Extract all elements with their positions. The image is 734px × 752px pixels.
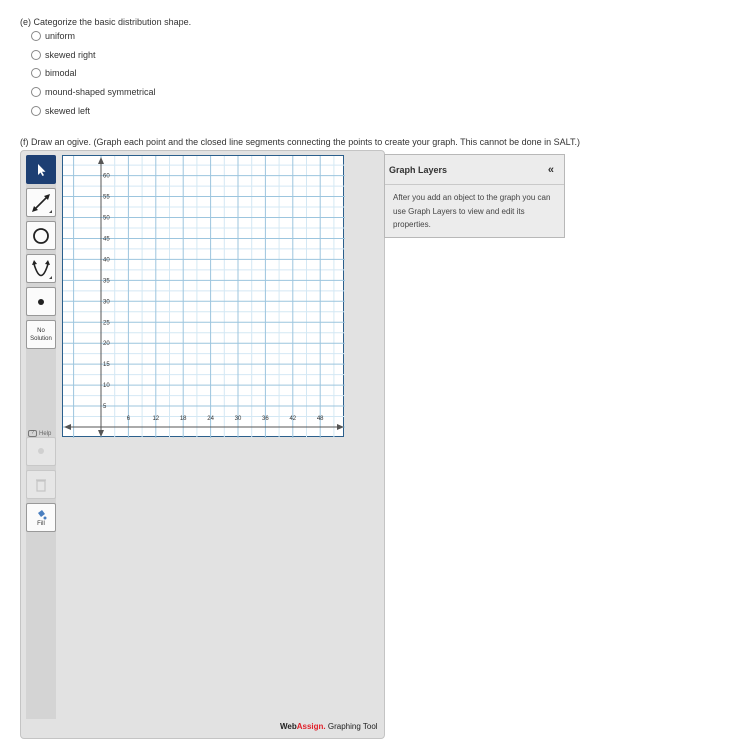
x-axis-arrow-right (337, 424, 344, 430)
option-label: uniform (45, 31, 76, 41)
circle-tool-button[interactable] (26, 221, 56, 250)
y-tick-label: 15 (103, 362, 110, 369)
select-tool-button[interactable] (26, 155, 56, 184)
parabola-tool-button[interactable] (26, 254, 56, 283)
graph-layers-description: After you add an object to the graph you can use Graph Layers to view and edit its properties. (393, 193, 551, 229)
option-skewed-left[interactable] (31, 105, 90, 117)
y-axis-arrow-down (98, 430, 104, 437)
y-axis-arrow-up (98, 157, 104, 164)
delete-point-button[interactable] (26, 437, 56, 466)
x-tick-label: 30 (234, 416, 242, 422)
y-tick-label: 55 (103, 194, 110, 201)
y-tick-label: 45 (103, 236, 110, 243)
option-mound-shaped-symmetrical[interactable] (31, 86, 156, 98)
arrow-pointer-icon (35, 163, 47, 177)
radio-button[interactable] (31, 87, 41, 97)
question-f-prompt: (f) Draw an ogive. (Graph each point and the closed line segments connecting the points to create your graph. This cannot be done in SALT.) (20, 137, 580, 147)
x-tick-label: 36 (262, 416, 269, 422)
fill-label: Fill (37, 520, 45, 527)
trash-icon (35, 478, 47, 492)
help-link[interactable] (28, 430, 51, 437)
x-tick-label: 24 (207, 416, 214, 422)
graph-layers-header (385, 155, 564, 185)
radio-button[interactable] (31, 106, 41, 116)
x-tick-label: 48 (316, 416, 324, 422)
graph-canvas[interactable] (62, 155, 344, 437)
option-uniform[interactable] (31, 30, 75, 42)
graph-layers-panel (384, 154, 565, 238)
brand-assign: Assign. (296, 722, 326, 731)
radio-button[interactable] (31, 31, 41, 41)
circle-icon (31, 226, 51, 246)
option-skewed-right[interactable] (31, 49, 96, 61)
point-tool-button[interactable] (26, 287, 56, 316)
no-solution-button[interactable] (26, 320, 56, 349)
y-tick-label: 40 (103, 257, 110, 264)
delete-icon (35, 446, 47, 458)
x-tick-label: 42 (289, 416, 297, 422)
brand-web: Web (280, 722, 297, 731)
fill-tool-button[interactable] (26, 503, 56, 532)
option-label: skewed left (45, 106, 91, 116)
y-tick-label: 50 (103, 215, 110, 222)
option-label: skewed right (45, 50, 96, 60)
brand-tool-name: Graphing Tool (325, 722, 378, 731)
y-tick-label: 35 (103, 278, 110, 285)
question-e-prompt: (e) Categorize the basic distribution shape. (20, 17, 192, 27)
y-tick-label: 20 (103, 341, 110, 348)
y-tick-label: 25 (103, 320, 110, 327)
y-tick-label: 10 (103, 383, 110, 390)
x-tick-label: 6 (126, 416, 131, 422)
collapse-icon[interactable]: « (547, 163, 554, 176)
y-tick-label: 30 (103, 299, 110, 306)
x-tick-label: 12 (152, 416, 160, 422)
trash-button[interactable] (26, 470, 56, 499)
help-icon: ? (28, 430, 37, 437)
no-solution-label: No Solution (30, 327, 52, 342)
line-segment-icon (29, 191, 53, 215)
radio-button[interactable] (31, 68, 41, 78)
line-segment-tool-button[interactable] (26, 188, 56, 217)
point-icon (35, 296, 47, 308)
y-tick-label: 5 (103, 404, 107, 411)
paint-bucket-icon (35, 509, 47, 521)
option-label: mound-shaped symmetrical (45, 87, 156, 97)
parabola-icon (29, 257, 53, 281)
x-tick-label: 18 (179, 416, 187, 422)
help-label: Help (39, 430, 52, 437)
option-bimodal[interactable] (31, 67, 77, 79)
graph-grid[interactable] (63, 156, 345, 438)
y-tick-label: 60 (103, 173, 110, 180)
x-axis-arrow-left (64, 424, 71, 430)
graph-layers-title: Graph Layers (389, 164, 448, 175)
option-label: bimodal (45, 68, 77, 78)
webassign-brand (280, 722, 378, 731)
radio-button[interactable] (31, 50, 41, 60)
